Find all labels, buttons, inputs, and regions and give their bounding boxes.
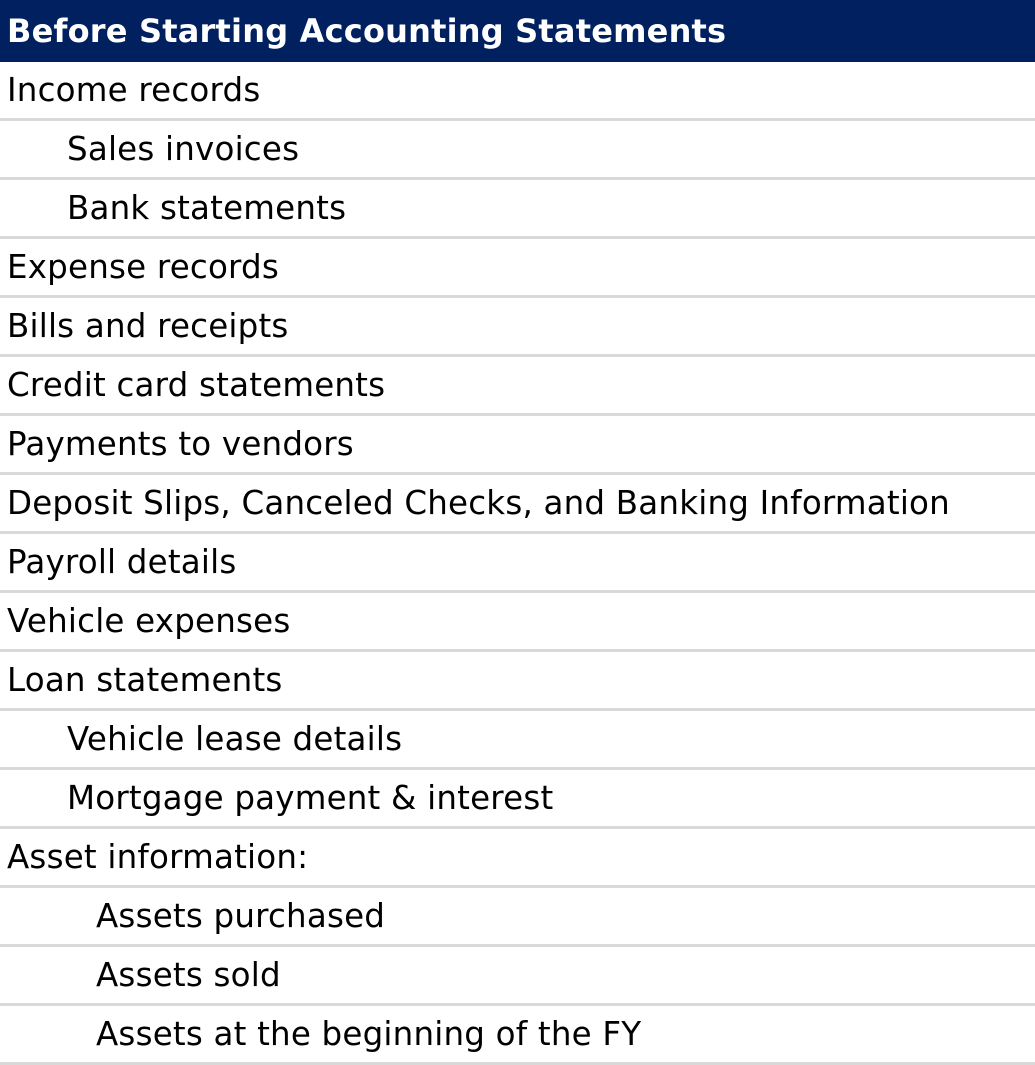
row-assets-beginning-fy[interactable]	[0, 1006, 1035, 1065]
row-label: Vehicle lease details	[67, 720, 403, 758]
row-label: Credit card statements	[7, 366, 386, 404]
row-vehicle-lease-details[interactable]	[0, 711, 1035, 770]
row-sales-invoices[interactable]	[0, 121, 1035, 180]
row-label: Expense records	[7, 248, 279, 286]
row-label: Assets sold	[96, 956, 281, 994]
row-label: Payments to vendors	[7, 425, 354, 463]
row-income-records[interactable]	[0, 62, 1035, 121]
row-label: Income records	[7, 71, 261, 109]
row-assets-sold[interactable]	[0, 947, 1035, 1006]
checklist-rows	[0, 62, 1035, 1065]
sheet-title: Before Starting Accounting Statements	[7, 12, 727, 50]
row-vehicle-expenses[interactable]	[0, 593, 1035, 652]
row-deposit-slips[interactable]	[0, 475, 1035, 534]
row-payroll-details[interactable]	[0, 534, 1035, 593]
row-loan-statements[interactable]	[0, 652, 1035, 711]
row-label: Sales invoices	[67, 130, 300, 168]
row-label: Mortgage payment & interest	[67, 779, 554, 817]
row-label: Payroll details	[7, 543, 237, 581]
row-label: Bank statements	[67, 189, 347, 227]
row-label: Loan statements	[7, 661, 283, 699]
row-payments-to-vendors[interactable]	[0, 416, 1035, 475]
row-assets-purchased[interactable]	[0, 888, 1035, 947]
row-expense-records[interactable]	[0, 239, 1035, 298]
row-label: Assets at the beginning of the FY	[96, 1015, 642, 1053]
row-mortgage-payment[interactable]	[0, 770, 1035, 829]
row-label: Assets purchased	[96, 897, 386, 935]
row-asset-information[interactable]	[0, 829, 1035, 888]
row-bills-and-receipts[interactable]	[0, 298, 1035, 357]
row-bank-statements[interactable]	[0, 180, 1035, 239]
row-label: Asset information:	[7, 838, 309, 876]
sheet-header	[0, 0, 1035, 62]
row-label: Vehicle expenses	[7, 602, 291, 640]
row-label: Deposit Slips, Canceled Checks, and Banking Information	[7, 484, 950, 522]
row-label: Bills and receipts	[7, 307, 289, 345]
row-credit-card-statements[interactable]	[0, 357, 1035, 416]
